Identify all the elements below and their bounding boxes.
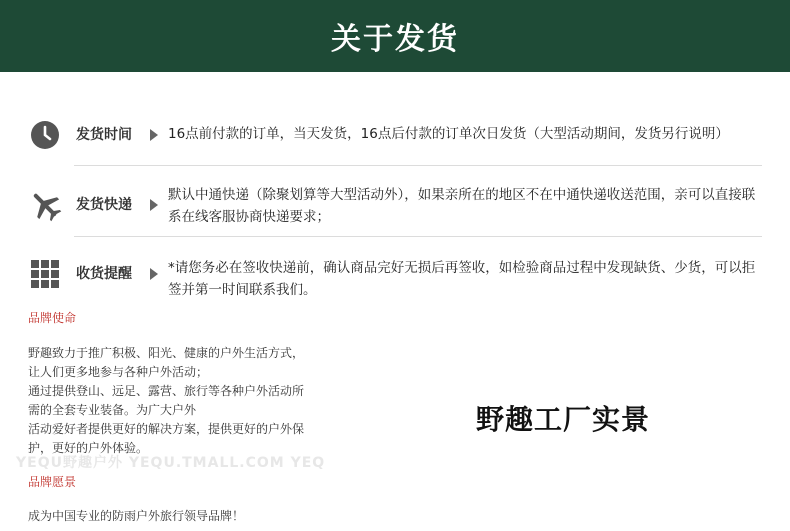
brand-mission-line: 需的全套专业装备。为广大户外 (28, 403, 197, 417)
brand-vision-text: 成为中国专业的防雨户外旅行领导品牌！ (28, 509, 245, 523)
row-text-courier: 默认中通快递（除聚划算等大型活动外），如果亲所在的地区不在中通快递收送范围，亲可以直接联系在线客服协商快递要求； (168, 187, 756, 225)
courier-row (28, 184, 768, 228)
watermark: YEQU野趣户外 YEQU.TMALL.COM YEQ (16, 455, 326, 471)
shipping-time-row (28, 118, 768, 152)
brand-mission-line: 护，更好的户外体验。 (28, 441, 149, 455)
clock-icon (28, 118, 62, 152)
arrow-right-icon (150, 268, 158, 280)
brand-mission-line: 野趣致力于推广积极、阳光、健康的户外生活方式， (28, 346, 305, 360)
row-text-receipt-reminder: *请您务必在签收快递前，确认商品完好无损后再签收，如检验商品过程中发现缺货、少货，可以拒签并第一时间联系我们。 (168, 260, 756, 298)
brand-mission-text (28, 344, 304, 458)
row-label-courier: 发货快递 (76, 197, 132, 213)
row-label-receipt-reminder: 收货提醒 (76, 266, 132, 282)
arrow-right-icon (150, 129, 158, 141)
brand-mission-line: 通过提供登山、远足、露营、旅行等各种户外活动所 (28, 384, 305, 398)
brand-mission-heading: 品牌使命 (28, 311, 77, 325)
grid-icon (28, 257, 62, 291)
brand-mission-line: 让人们更多地参与各种户外活动； (28, 365, 209, 379)
brand-mission-line: 活动爱好者提供更好的解决方案，提供更好的户外保 (28, 422, 305, 436)
divider (74, 165, 762, 166)
brand-vision-heading: 品牌愿景 (28, 475, 77, 489)
header-banner (0, 0, 790, 72)
row-label-shipping-time: 发货时间 (76, 127, 132, 143)
factory-title: 野趣工厂实景 (476, 403, 651, 436)
page-title: 关于发货 (331, 22, 459, 57)
divider (74, 236, 762, 237)
arrow-right-icon (150, 199, 158, 211)
receipt-reminder-row (28, 257, 768, 301)
airplane-icon (28, 188, 62, 222)
row-text-shipping-time: 16点前付款的订单，当天发货，16点后付款的订单次日发货（大型活动期间，发货另行说明） (168, 126, 729, 142)
